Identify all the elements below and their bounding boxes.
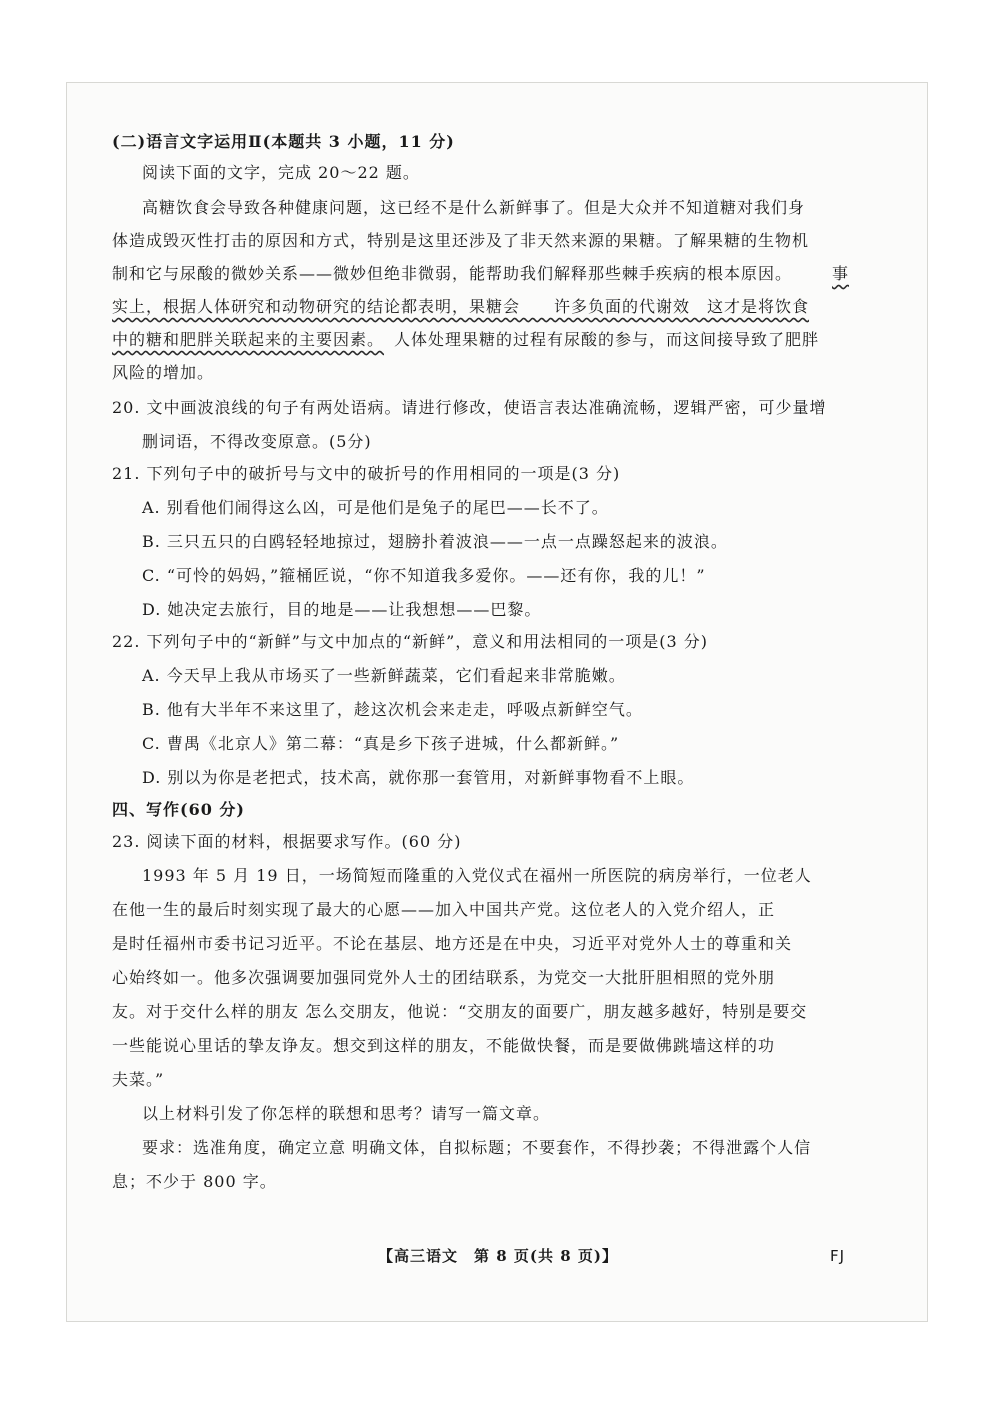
passage-line-2: 体造成毁灭性打击的原因和方式，特别是这里还涉及了非天然来源的果糖。了解果糖的生物机 — [112, 231, 810, 250]
material-line-5: 友。对于交什么样的朋友 怎么交朋友，他说：“交朋友的面要广，朋友越多越好，特别是要交 — [112, 1002, 808, 1021]
q22-option-b: B. 他有大半年不来这里了，趁这次机会来走走，呼吸点新鲜空气。 — [142, 700, 643, 719]
passage-line-1: 高糖饮食会导致各种健康问题，这已经不是什么新鲜事了。但是大众并不知道糖对我们身 — [142, 198, 806, 217]
material-line-2: 在他一生的最后时刻实现了最大的心愿——加入中国共产党。这位老人的入党介绍人，正 — [112, 900, 776, 919]
page-footer: 【高三语文 第 8 页(共 8 页)】 — [378, 1247, 618, 1265]
wavy-sentence-start: 事 — [832, 264, 850, 283]
material-line-3: 是时任福州市委书记习近平。不论在基层、地方还是在中央，习近平对党外人士的尊重和关 — [112, 934, 793, 953]
section2-title: (二)语言文字运用Ⅱ(本题共 3 小题，11 分) — [112, 132, 455, 151]
writing-prompt: 以上材料引发了你怎样的联想和思考？请写一篇文章。 — [142, 1104, 551, 1123]
passage-line-7: 风险的增加。 — [112, 363, 215, 382]
q22-option-a: A. 今天早上我从市场买了一些新鲜蔬菜，它们看起来非常脆嫩。 — [142, 666, 626, 685]
material-line-1: 1993 年 5 月 19 日，一场简短而隆重的入党仪式在福州一所医院的病房举行，一位老人 — [142, 866, 812, 885]
q21-option-b: B. 三只五只的白鸥轻轻地掠过，翅膀扑着波浪——一点一点躁怒起来的波浪。 — [142, 532, 728, 551]
q21-option-a: A. 别看他们闹得这么凶，可是他们是兔子的尾巴——长不了。 — [142, 498, 609, 517]
section4-title: 四、写作(60 分) — [112, 800, 245, 819]
q22-option-d: D. 别以为你是老把式，技术高，就你那一套管用，对新鲜事物看不上眼。 — [142, 768, 695, 787]
writing-requirement-cont: 息；不少于 800 字。 — [112, 1172, 277, 1191]
writing-requirement: 要求：选准角度，确定立意 明确文体，自拟标题；不要套作，不得抄袭；不得泄露个人信 — [142, 1138, 812, 1157]
wavy-sentence-end: 中的糖和肥胖关联起来的主要因素。 — [112, 330, 385, 349]
passage-line-6b: 人体处理果糖的过程有尿酸的参与，而这间接导致了肥胖 — [394, 330, 820, 349]
q20-stem-cont: 删词语，不得改变原意。(5分) — [142, 432, 372, 451]
material-line-4: 心始终如一。他多次强调要加强同党外人士的团结联系，为党交一大批肝胆相照的党外朋 — [112, 968, 776, 987]
section2-instruction: 阅读下面的文字，完成 20～22 题。 — [142, 163, 420, 182]
wavy-sentence-line: 实上，根据人体研究和动物研究的结论都表明，果糖会 许多负面的代谢效 这才是将饮食 — [112, 297, 810, 316]
q20-stem: 20. 文中画波浪线的句子有两处语病。请进行修改，使语言表达准确流畅，逻辑严密，可少量增 — [112, 398, 827, 417]
q23-stem: 23. 阅读下面的材料，根据要求写作。(60 分) — [112, 832, 462, 851]
q22-stem: 22. 下列句子中的“新鲜”与文中加点的“新鲜”，意义和用法相同的一项是(3 分) — [112, 632, 709, 651]
q21-option-c: C. “可怜的妈妈，”箍桶匠说，“你不知道我多爱你。——还有你，我的儿！” — [142, 566, 706, 585]
q22-option-c: C. 曹禺《北京人》第二幕：“真是乡下孩子进城，什么都新鲜。” — [142, 734, 620, 753]
passage-line-3: 制和它与尿酸的微妙关系——微妙但绝非微弱，能帮助我们解释那些棘手疾病的根本原因。 — [112, 264, 793, 283]
material-line-6: 一些能说心里话的挚友诤友。想交到这样的朋友，不能做快餐，而是要做佛跳墙这样的功 — [112, 1036, 776, 1055]
material-line-7: 夫菜。” — [112, 1070, 165, 1089]
q21-option-d: D. 她决定去旅行，目的地是——让我想想——巴黎。 — [142, 600, 542, 619]
region-code: FJ — [830, 1247, 846, 1265]
q21-stem: 21. 下列句子中的破折号与文中的破折号的作用相同的一项是(3 分) — [112, 464, 621, 483]
